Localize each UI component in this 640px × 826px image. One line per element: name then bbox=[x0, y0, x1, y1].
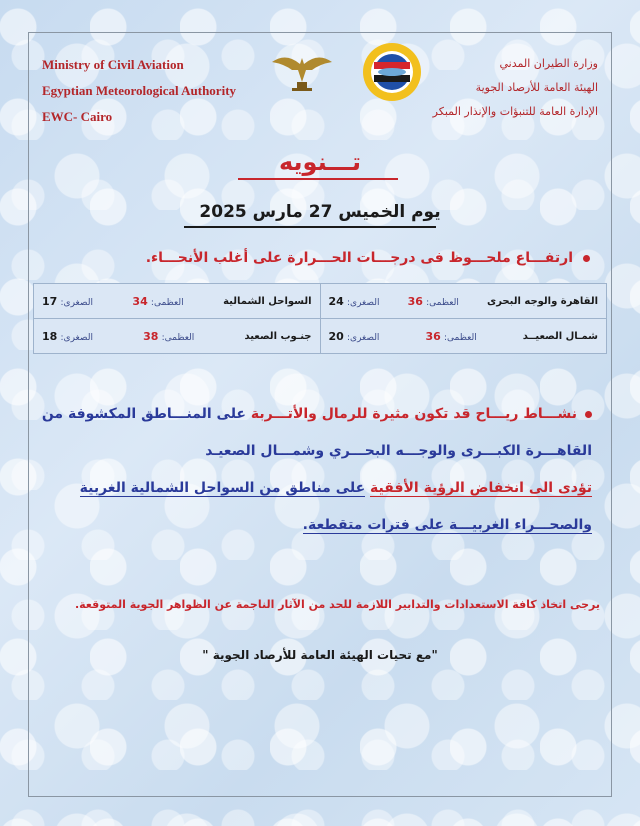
table-cell bbox=[320, 284, 607, 319]
paragraph-line bbox=[40, 396, 592, 433]
temperature-rise-bullet bbox=[146, 250, 590, 266]
wind-warning-paragraph bbox=[40, 396, 592, 544]
paragraph-line: القاهـــرة الكبـــرى والوجـــه البحـــري وشمـــال الصعيـد bbox=[205, 443, 592, 459]
temperature-table bbox=[33, 283, 607, 354]
min-temp: 24 bbox=[328, 294, 344, 308]
bullet-icon bbox=[585, 411, 592, 418]
max-temp: 36 bbox=[407, 294, 423, 308]
title-underline bbox=[238, 178, 398, 180]
region-name: القاهرة والوجه البحرى bbox=[487, 295, 598, 307]
header-arabic bbox=[433, 52, 598, 124]
table-cell bbox=[34, 284, 321, 319]
max-label: العظمى: bbox=[443, 332, 477, 343]
visibility-text: تؤدى الى انخفاض الرؤية الأفقية bbox=[370, 480, 592, 496]
wind-activity-text: نشـــاط ريـــاح قد تكون مثيرة للرمال والأتـــربة bbox=[250, 406, 577, 422]
region-name: شمـال الصعيــد bbox=[522, 330, 598, 342]
center-name-en: EWC- Cairo bbox=[42, 109, 113, 124]
notice-date: يوم الخميس 27 مارس 2025 bbox=[199, 202, 441, 222]
min-label: الصغرى: bbox=[60, 332, 93, 343]
authority-name-ar: الهيئة العامة للأرصاد الجوية bbox=[475, 81, 598, 94]
min-label: الصغرى: bbox=[347, 297, 380, 308]
temperature-rise-text: ارتفـــاع ملحـــوظ فى درجـــات الحـــرارة على أغلب الأنحـــاء. bbox=[145, 250, 573, 266]
bullet-icon bbox=[583, 255, 590, 262]
eagle-emblem-icon bbox=[270, 48, 334, 94]
western-desert-text: والصحـــراء الغربيـــة على فترات متقطعة. bbox=[302, 517, 592, 533]
table-cell bbox=[34, 319, 321, 354]
authority-name-en: Egyptian Meteorological Authority bbox=[42, 83, 237, 98]
ministry-name-en: Ministry of Civil Aviation bbox=[42, 57, 184, 72]
date-underline bbox=[184, 226, 436, 228]
max-label: العظمى: bbox=[150, 297, 184, 308]
min-temp: 20 bbox=[328, 329, 344, 343]
precaution-note: يرجى اتخاذ كافة الاستعدادات والتدابير اللازمة للحد من الآثار الناجمة عن الظواهر الجوية المتوقعة. bbox=[74, 598, 600, 611]
max-temp: 34 bbox=[132, 294, 148, 308]
exposed-areas-text: على المنـــاطق المكشوفة من bbox=[41, 406, 246, 422]
min-temp: 18 bbox=[42, 329, 58, 343]
min-label: الصغرى: bbox=[60, 297, 93, 308]
table-row bbox=[34, 319, 607, 354]
notice-title: تـــنويه bbox=[278, 148, 362, 176]
north-west-coast-text: على مناطق من السواحل الشمالية الغربية bbox=[79, 480, 366, 496]
min-temp: 17 bbox=[42, 294, 58, 308]
department-name-ar: الإدارة العامة للتنبؤات والإنذار المبكر bbox=[432, 105, 598, 118]
region-name: جنـوب الصعيد bbox=[244, 330, 312, 342]
paragraph-line bbox=[40, 507, 592, 544]
meteorological-authority-logo-icon bbox=[362, 42, 422, 102]
ministry-name-ar: وزارة الطيران المدني bbox=[499, 57, 598, 70]
closing-greeting: "مع تحيات الهيئة العامة للأرصاد الجوية " bbox=[202, 648, 438, 662]
max-temp: 36 bbox=[425, 329, 441, 343]
max-label: العظمى: bbox=[426, 297, 459, 308]
table-row bbox=[34, 284, 607, 319]
min-label: الصغرى: bbox=[347, 332, 380, 343]
max-label: العظمى: bbox=[161, 332, 195, 343]
header-english bbox=[42, 52, 236, 130]
max-temp: 38 bbox=[143, 329, 159, 343]
region-name: السواحل الشمالية bbox=[223, 295, 312, 307]
table-cell bbox=[320, 319, 607, 354]
paragraph-line bbox=[40, 470, 592, 507]
